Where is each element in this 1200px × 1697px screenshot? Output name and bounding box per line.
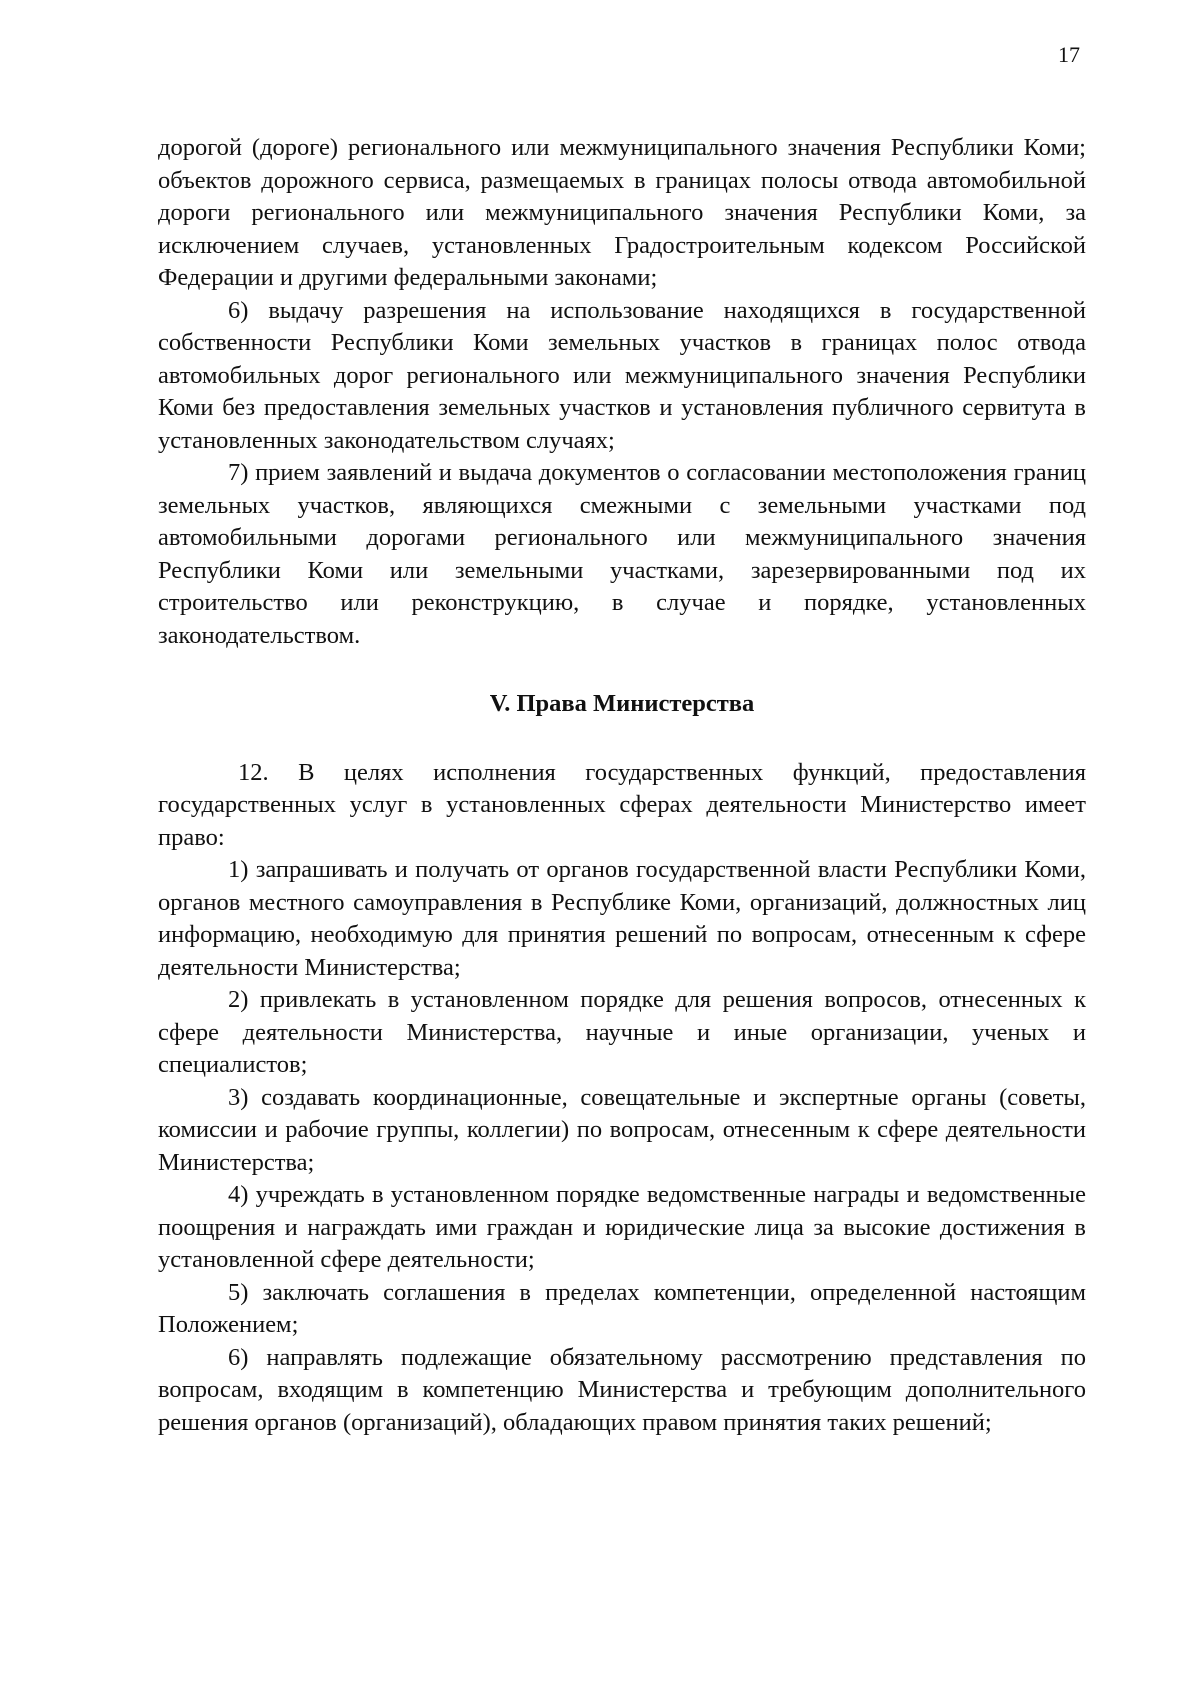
list-item-6-permits: 6) выдачу разрешения на использование находящихся в государственной собственности Республики Коми земельных участков в границах полос отвода автомобильных дорог регионального или межмуниципального значения Республики Коми без предоставления земельных участков и установления публичного сервитута в установленных законодательством случаях;: [158, 296, 1086, 454]
right-item-3: 3) создавать координационные, совещательные и экспертные органы (советы, комиссии и рабочие группы, коллегии) по вопросам, отнесенным к сфере деятельности Министерства;: [158, 1083, 1086, 1176]
list-item-7-boundaries: 7) прием заявлений и выдача документов о согласовании местоположения границ земельных участков, являющихся смежными с земельными участками под автомобильными дорогами регионального или межмуниципального значения Республики Коми или земельными участками, зарезервированными под их строительство или реконструкцию, в случае и порядке, установленных законодательством.: [158, 459, 1086, 649]
right-item-5: 5) заключать соглашения в пределах компетенции, определенной настоящим Положением;: [158, 1278, 1086, 1338]
section-heading: V. Права Министерства: [489, 690, 755, 717]
right-item-4: 4) учреждать в установленном порядке ведомственные награды и ведомственные поощрения и награждать ими граждан и юридические лица за высокие достижения в установленной сфере деятельности;: [158, 1181, 1086, 1273]
clause-12-intro: 12. В целях исполнения государственных функций, предоставления государственных услуг в установленных сферах деятельности Министерство имеет право:: [158, 758, 1086, 851]
paragraph-continuation: дорогой (дороге) регионального или межмуниципального значения Республики Коми; объектов дорожного сервиса, размещаемых в границах полосы отвода автомобильной дороги регионального или межмуниципального значения Республики Коми, за исключением случаев, установленных Градостроительным кодексом Российской Федерации и другими федеральными законами;: [158, 134, 1086, 291]
page-number: 17: [1058, 42, 1080, 67]
right-item-2: 2) привлекать в установленном порядке для решения вопросов, отнесенных к сфере деятельности Министерства, научные и иные организации, ученых и специалистов;: [158, 986, 1086, 1078]
document-body: [158, 132, 1086, 1439]
right-item-6: 6) направлять подлежащие обязательному рассмотрению представления по вопросам, входящим в компетенцию Министерства и требующим дополнительного решения органов (организаций), обладающих правом принятия таких решений;: [158, 1343, 1086, 1436]
right-item-1: 1) запрашивать и получать от органов государственной власти Республики Коми, органов местного самоуправления в Республике Коми, организаций, должностных лиц информацию, необходимую для принятия решений по вопросам, отнесенным к сфере деятельности Министерства;: [158, 856, 1086, 981]
